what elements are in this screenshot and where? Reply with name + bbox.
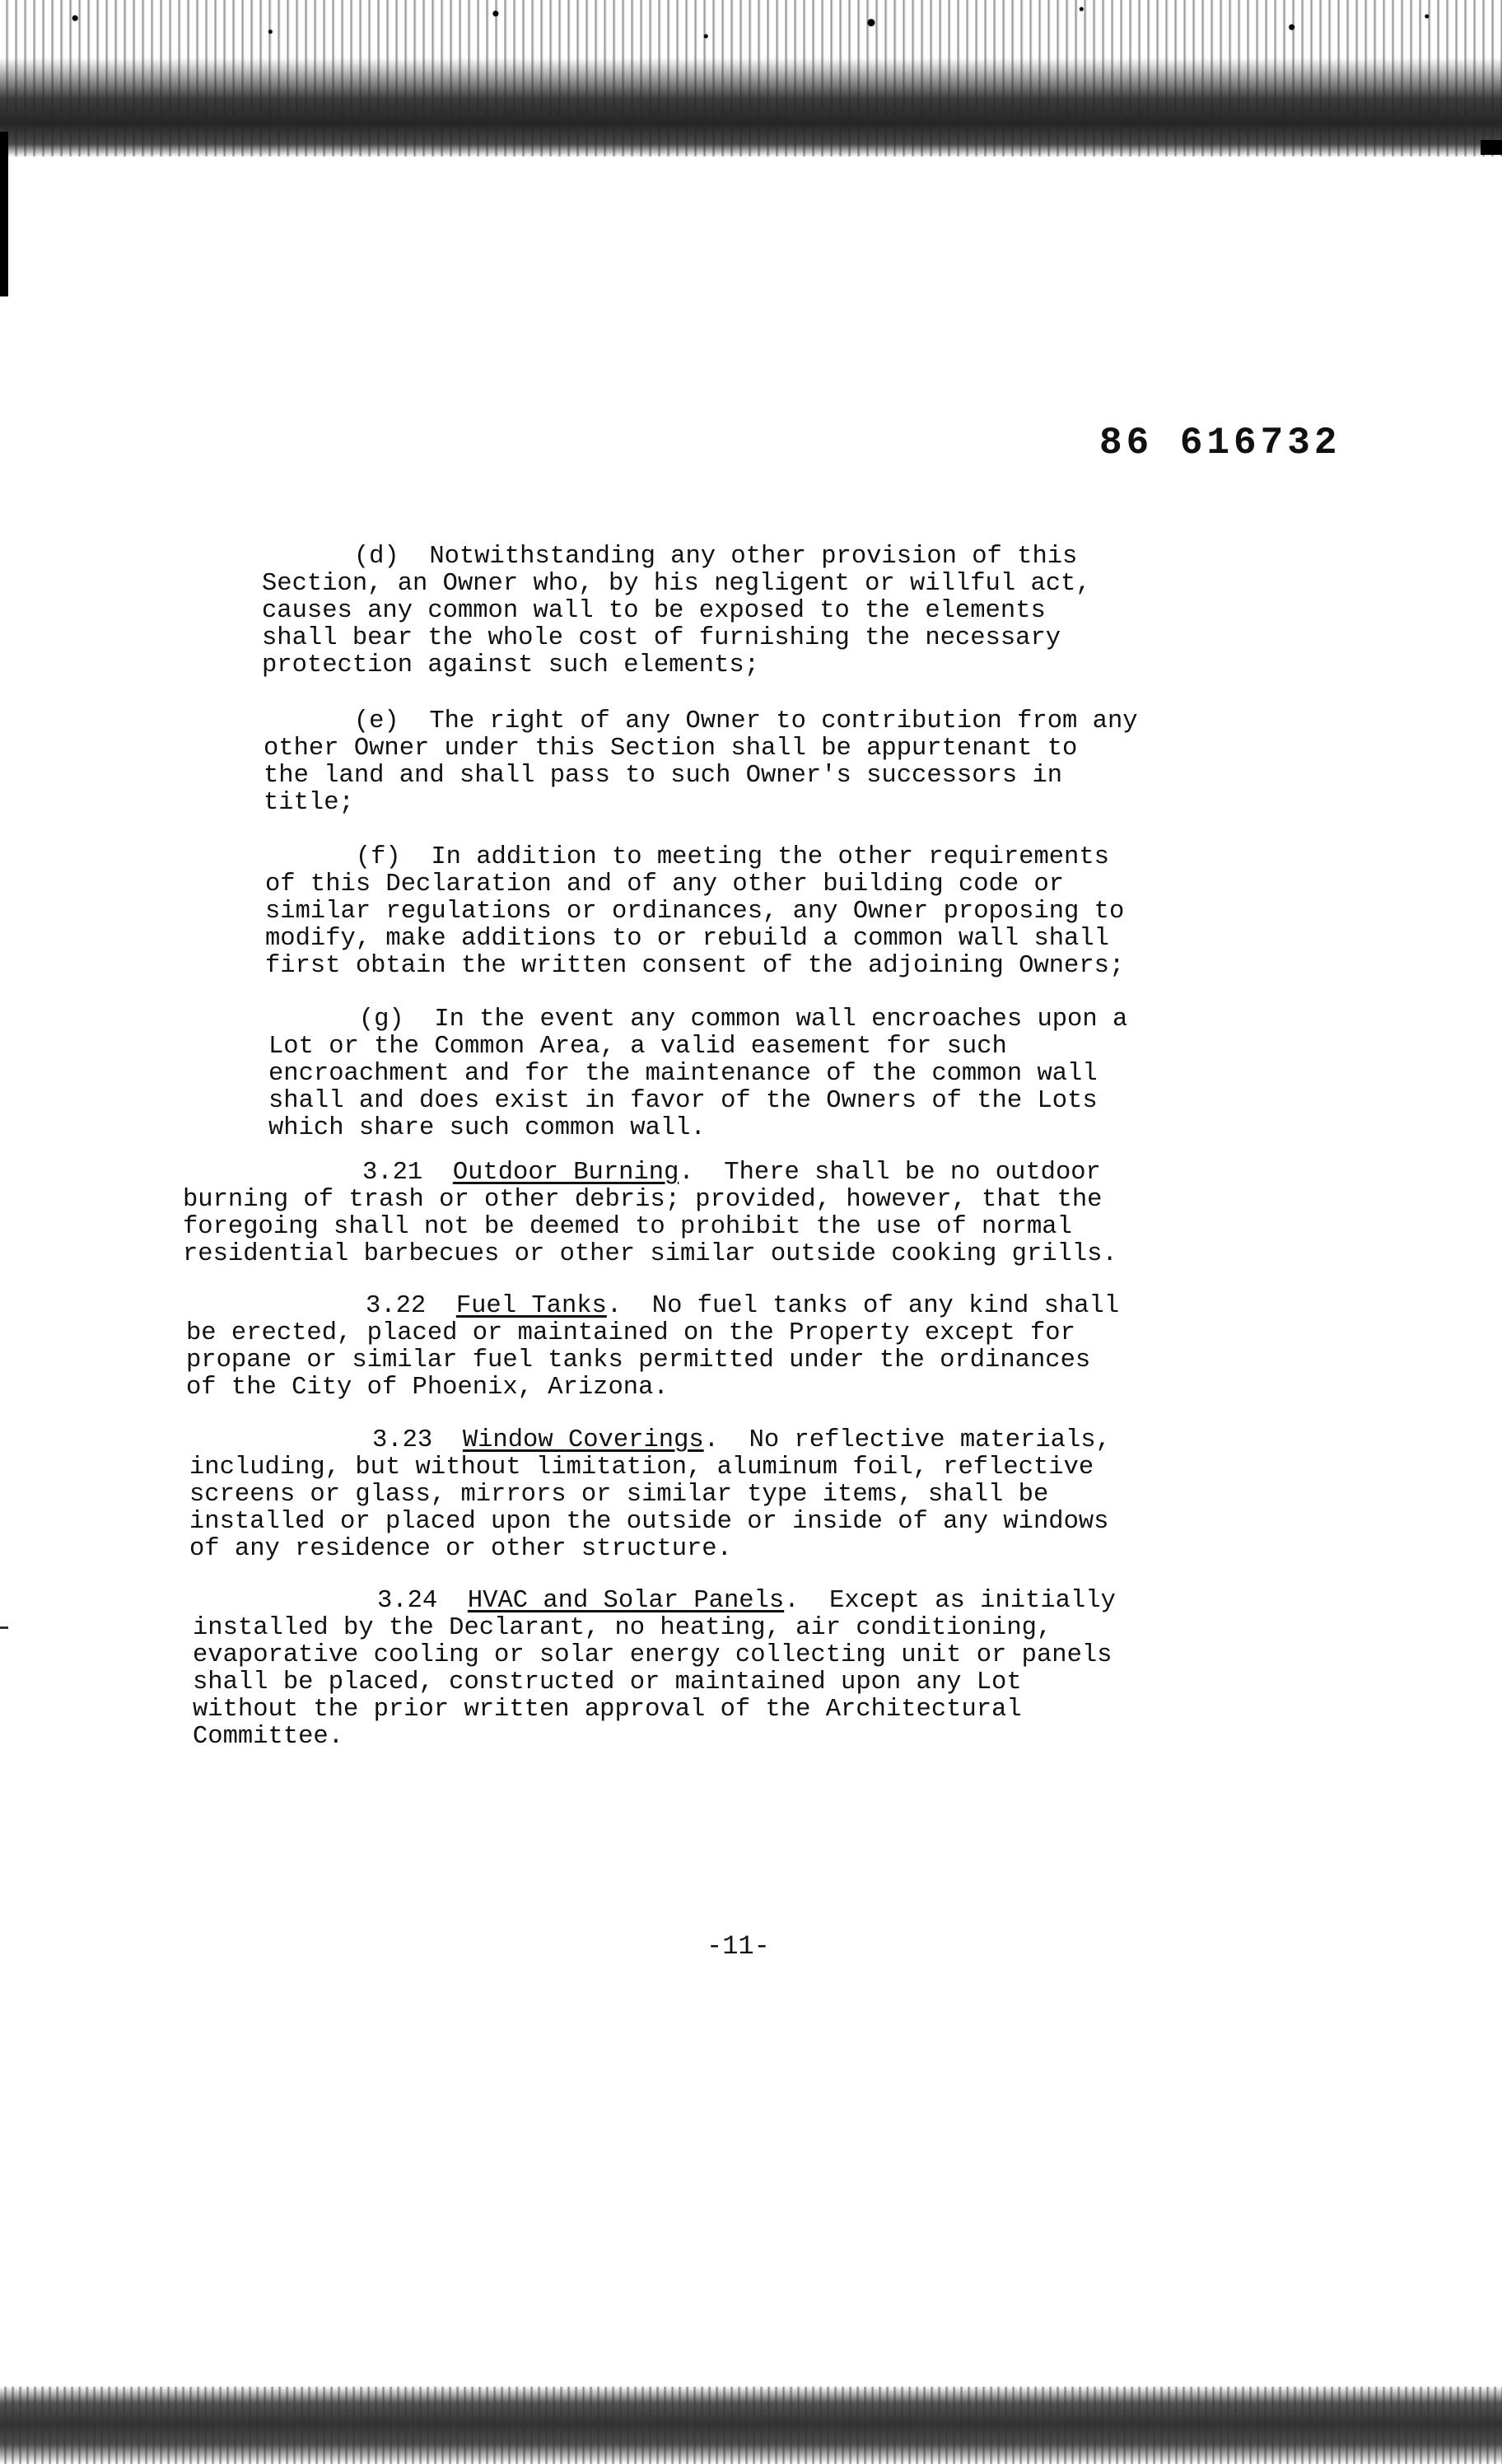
section-heading-line <box>362 1160 1101 1187</box>
section-line: without the prior written approval of the Architectural <box>193 1696 1022 1724</box>
scan-speckle-top <box>0 0 1502 91</box>
paragraph-g-line: shall and does exist in favor of the Owners of the Lots <box>268 1087 1098 1115</box>
section-text: . No fuel tanks of any kind shall <box>606 1292 1120 1320</box>
section-line: Committee. <box>193 1723 344 1751</box>
scan-noise-bottom <box>0 2387 1502 2464</box>
section-heading: Fuel Tanks <box>455 1292 607 1320</box>
paragraph-e-line: the land and shall pass to such Owner's successors in <box>264 762 1063 790</box>
section-heading: Outdoor Burning <box>452 1159 679 1187</box>
section-line: burning of trash or other debris; provided, however, that the <box>183 1186 1103 1214</box>
paragraph-d-line: (d) Notwithstanding any other provision of this <box>264 543 1078 571</box>
section-heading-line <box>372 1427 1111 1454</box>
scan-edge-left <box>0 132 8 296</box>
paragraph-d-line: protection against such elements; <box>262 651 759 679</box>
section-line: propane or similar fuel tanks permitted under the ordinances <box>186 1346 1091 1374</box>
paragraph-g-line: Lot or the Common Area, a valid easement for such <box>268 1033 1007 1061</box>
section-line: foregoing shall not be deemed to prohibit the use of normal <box>183 1213 1072 1241</box>
paragraph-e-line: other Owner under this Section shall be appurtenant to <box>264 735 1078 763</box>
section-line: including, but without limitation, aluminum foil, reflective <box>189 1454 1094 1482</box>
section-line: evaporative cooling or solar energy collecting unit or panels <box>193 1641 1113 1669</box>
paragraph-g-line: encroachment and for the maintenance of the common wall <box>268 1060 1098 1088</box>
section-line: residential barbecues or other similar outside cooking grills. <box>183 1240 1117 1268</box>
paragraph-d-line: Section, an Owner who, by his negligent or willful act, <box>262 570 1091 598</box>
paragraph-d-line: shall bear the whole cost of furnishing the necessary <box>262 624 1061 652</box>
paragraph-f-line: similar regulations or ordinances, any Owner proposing to <box>265 898 1125 926</box>
paragraph-g-line: (g) In the event any common wall encroaches upon a <box>268 1006 1128 1034</box>
section-number: 3.21 <box>362 1159 423 1187</box>
section-line: of the City of Phoenix, Arizona. <box>186 1374 669 1402</box>
paragraph-f-line: of this Declaration and of any other building code or <box>265 870 1065 898</box>
section-line: screens or glass, mirrors or similar type items, shall be <box>189 1481 1049 1509</box>
paragraph-e-line: title; <box>264 789 354 817</box>
section-line: installed by the Declarant, no heating, air conditioning, <box>193 1614 1052 1642</box>
recording-number: 86 616732 <box>1099 422 1341 464</box>
section-line: installed or placed upon the outside or inside of any windows <box>189 1508 1109 1536</box>
section-text: . There shall be no outdoor <box>679 1159 1101 1187</box>
section-number: 3.24 <box>377 1587 438 1615</box>
section-line: of any residence or other structure. <box>189 1535 732 1563</box>
section-heading-line <box>377 1588 1116 1615</box>
section-line: shall be placed, constructed or maintained upon any Lot <box>193 1668 1022 1696</box>
section-heading: Window Coverings <box>462 1426 704 1454</box>
paragraph-g-line: which share such common wall. <box>268 1114 706 1142</box>
paragraph-d-line: causes any common wall to be exposed to the elements <box>262 597 1046 625</box>
paragraph-e-line: (e) The right of any Owner to contribution from any <box>264 707 1138 735</box>
section-line: be erected, placed or maintained on the Property except for <box>186 1319 1075 1347</box>
paragraph-f-line: modify, make additions to or rebuild a common wall shall <box>265 925 1109 953</box>
paragraph-f-line: first obtain the written consent of the adjoining Owners; <box>265 952 1125 980</box>
section-heading-line <box>366 1293 1119 1320</box>
section-number: 3.23 <box>372 1426 433 1454</box>
section-heading: HVAC and Solar Panels <box>467 1587 785 1615</box>
section-number: 3.22 <box>366 1292 427 1320</box>
page-number: -11- <box>707 1931 770 1962</box>
paragraph-f-line: (f) In addition to meeting the other requirements <box>265 843 1109 871</box>
scan-edge-right <box>1481 140 1502 155</box>
section-text: . No reflective materials, <box>703 1426 1111 1454</box>
margin-mark <box>0 1626 8 1629</box>
section-text: . Except as initially <box>784 1587 1116 1615</box>
